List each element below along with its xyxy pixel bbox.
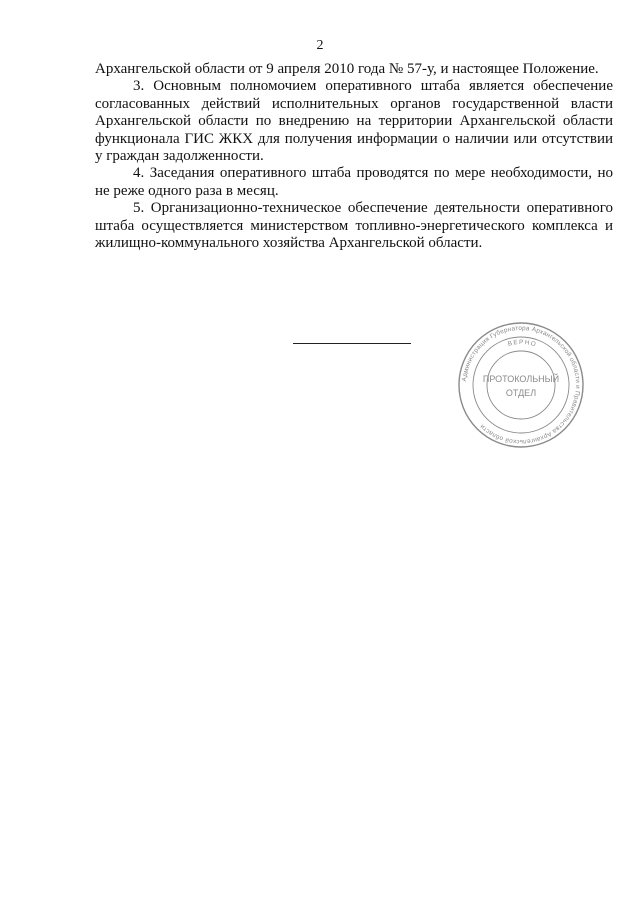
protocol-department-stamp xyxy=(456,320,586,450)
stamp-outer-text: Администрация Губернатора Архангельской области и Правительства Архангельской области xyxy=(461,324,582,446)
paragraph-item-4: 4. Заседания оперативного штаба проводятся по мере необходимости, но не реже одного раза в месяц. xyxy=(95,165,613,199)
page-number: 2 xyxy=(316,38,324,53)
document-body xyxy=(95,61,613,252)
paragraph-item-5: 5. Организационно-техническое обеспечение деятельности оперативного штаба осуществляется министерством топливно-энергетического комплекса и жилищно-коммунального хозяйства Архангельской области. xyxy=(95,200,613,252)
paragraph-continuation: Архангельской области от 9 апреля 2010 года № 57-у, и настоящее Положение. xyxy=(95,61,599,77)
stamp-center-line-1: ПРОТОКОЛЬНЫЙ xyxy=(482,374,560,384)
signature-line xyxy=(293,343,411,344)
stamp-inner-text: ВЕРНО xyxy=(507,338,538,349)
stamp-center-line-2: ОТДЕЛ xyxy=(505,388,537,398)
paragraph-item-3: 3. Основным полномочием оперативного штаба является обеспечение согласованных действий исполнительных органов государственной власти Архангельской области по внедрению на территории Архангельской области функционала ГИС ЖКХ для получения информации о наличии или отсутствии у граждан задолженности. xyxy=(95,78,613,165)
